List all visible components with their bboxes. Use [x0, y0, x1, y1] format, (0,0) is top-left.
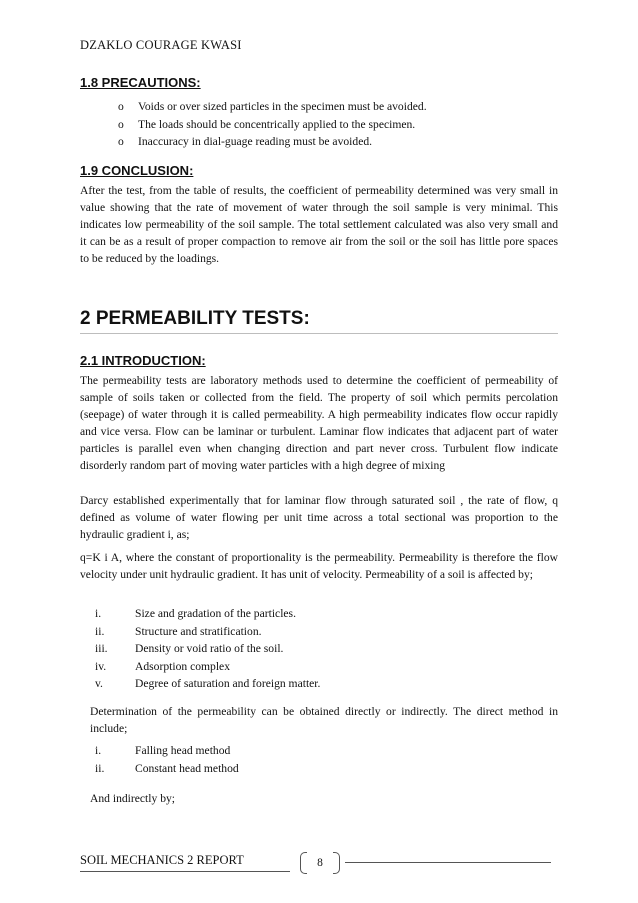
list-number: i. — [95, 744, 102, 757]
list-number: ii. — [95, 624, 105, 638]
list-number: iv. — [95, 659, 107, 673]
page-number-bracket-right — [333, 852, 340, 874]
page-number-box — [300, 852, 340, 874]
bullet-marker: o — [118, 117, 124, 131]
list-item-text: Adsorption complex — [135, 659, 230, 673]
heading-precautions: 1.8 PRECAUTIONS: — [80, 75, 201, 90]
intro-paragraph-2: Darcy established experimentally that for laminar flow through saturated soil , the rate of flow, q defined as volume of water flowing per unit time across a total sectional was proportion to the hydraulic gradient i, as; — [80, 494, 558, 541]
list-item — [118, 116, 427, 134]
list-item — [95, 623, 320, 641]
list-item — [95, 742, 239, 760]
list-number: i. — [95, 607, 102, 620]
conclusion-paragraph: After the test, from the table of results, the coefficient of permeability determined was very small in value showing that the rate of movement of water through the soil sample is very minimal. This indicates low permeability of the soil sample. The total settlement calculated was also very small and it can be as a result of proper compaction to remove air from the soil or the soil has little pore spaces to be reduced by the loadings. — [80, 184, 558, 265]
intro-paragraph-1: The permeability tests are laboratory methods used to determine the coefficient of permeability of sample of soils taken or collected from the field. The property of soil which permits percolation (seepage) of water through it is called permeability. A high permeability indicates flow occur rapidly and vice versa. Flow can be laminar or turbulent. Laminar flow indicates that adjacent part of water particles is parallel even when changing direction and part never cross. Turbulent flow indicate disorderly random part of moving water particles with a high degree of mixing — [80, 374, 558, 472]
list-item-text: Size and gradation of the particles. — [135, 607, 296, 620]
list-item-text: Structure and stratification. — [135, 624, 262, 638]
list-item — [95, 605, 320, 623]
list-item — [95, 675, 320, 693]
list-item-text: Constant head method — [135, 761, 239, 775]
list-item — [118, 98, 427, 116]
list-number: iii. — [95, 642, 108, 655]
list-number: v. — [95, 677, 103, 690]
intro-paragraph-3: q=K i A, where the constant of proportionality is the permeability. Permeability is therefore the flow velocity under unit hydraulic gradient. It has unit of velocity. Permeability of a soil is affected by; — [80, 551, 558, 581]
list-item-text: Falling head method — [135, 744, 231, 757]
list-item — [95, 760, 239, 778]
bullet-marker: o — [118, 135, 124, 148]
heading-conclusion: 1.9 CONCLUSION: — [80, 163, 194, 178]
footer-title: SOIL MECHANICS 2 REPORT — [80, 853, 244, 867]
footer-rule-right — [345, 862, 551, 863]
bullet-marker: o — [118, 100, 124, 113]
list-item — [118, 133, 427, 151]
intro-paragraph-4: Determination of the permeability can be obtained directly or indirectly. The direct method in include; — [90, 705, 558, 735]
page-number: 8 — [317, 857, 323, 869]
running-header: DZAKLO COURAGE KWASI — [80, 38, 242, 52]
list-item-text: Voids or over sized particles in the specimen must be avoided. — [138, 100, 427, 113]
list-item-text: Inaccuracy in dial-guage reading must be avoided. — [138, 135, 373, 148]
list-item-text: Density or void ratio of the soil. — [135, 642, 284, 655]
list-number: ii. — [95, 761, 105, 775]
heading-introduction: 2.1 INTRODUCTION: — [80, 353, 206, 368]
list-item-text: The loads should be concentrically applied to the specimen. — [138, 117, 416, 131]
heading-permeability-tests: 2 PERMEABILITY TESTS: — [80, 308, 310, 329]
list-item — [95, 658, 320, 676]
intro-paragraph-5: And indirectly by; — [90, 792, 176, 805]
list-item-text: Degree of saturation and foreign matter. — [135, 677, 321, 690]
precautions-list — [118, 98, 427, 151]
permeability-factors-list — [95, 605, 320, 693]
footer-rule-left — [80, 871, 290, 872]
list-item — [95, 640, 320, 658]
heading-rule — [80, 333, 558, 334]
direct-methods-list — [95, 742, 239, 777]
